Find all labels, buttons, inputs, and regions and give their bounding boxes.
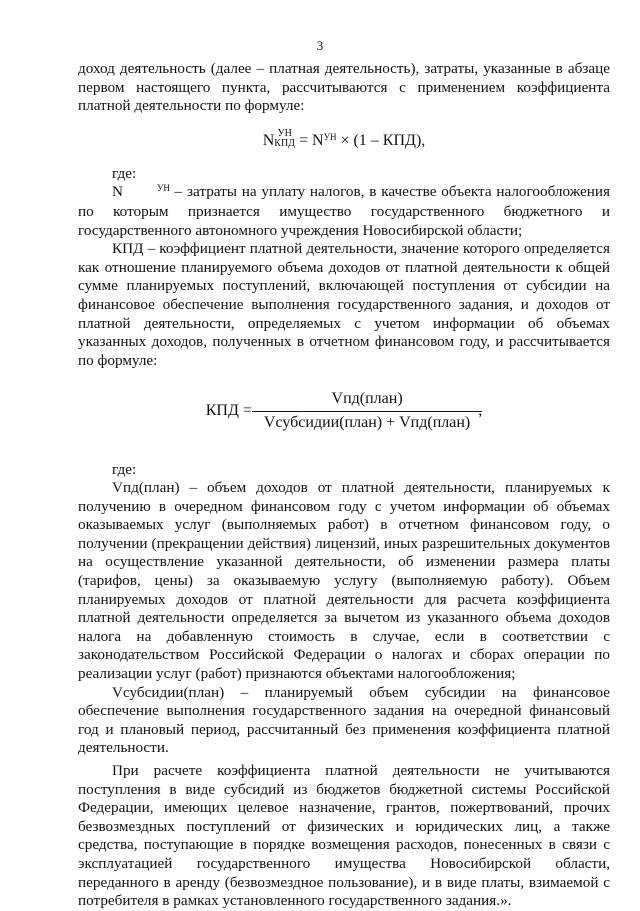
intro-paragraph: доход деятельность (далее – платная деятельность), затраты, указанные в абзаце первом настоящего пункта, рассчитываются с применением коэффициента платной деятельности по формуле: [78,60,610,115]
formula2-lhs: КПД = [205,402,252,420]
definition-vsub: Vсубсидии(план) – планируемый объем субсидии на финансовое обеспечение выполнения государственного задания на очередной финансовый год и плановый период, рассчитанный без применения коэффициента платной деятельности. [78,683,610,757]
tax-formula [78,130,610,153]
def-n-text: – затраты на уплату налогов, в качестве объекта налогообложения по которым признается имущество государственного бюджетного и государственного автономного учреждения Новосибирской области; [78,183,610,239]
definition-n [78,183,610,240]
formula1-lhs-sup: УН [277,128,292,140]
where-label-2: где: [112,460,137,478]
final-paragraph: При расчете коэффициента платной деятельности не учитываются поступления в виде субсидий из бюджетов бюджетной системы Российской Федерации, имеющих целевое назначение, грантов, пожертвований, прочих безвозмездных поступлений от физических и юридических лиц, а также средства, поступающие в порядке возмещения расходов, понесенных в связи с эксплуатацией государственного имущества Новосибирской области, переданного в аренду (безвозмездное пользование), и в виде платы, взимаемой с потребителя в рамках установленного государственного задания.». [78,762,610,910]
formula1-lhs-base: N [262,131,275,149]
formula2-fraction [258,390,476,432]
formula1-rhs-tail: × (1 – КПД), [340,131,426,149]
def-n-symbol: N [112,183,123,201]
formula1-rhs: = N [299,131,324,149]
where-label-1: где: [112,164,137,182]
document-body [78,60,610,911]
definition-kpd: КПД – коэффициент платной деятельности, значение которого определяется как отношение планируемого объема доходов от платной деятельности к общей сумме планируемых поступлений, включающей поступления от субсидии на финансовое обеспечение выполнения государственного задания, и доходов от платной деятельности, определяемых с учетом информации об объемах указанных доходов, полученных в отчетном финансовом году, и рассчитывается по формуле: [78,240,610,369]
page-number: 3 [316,38,324,53]
formula2-numerator: Vпд(план) [252,390,482,412]
formula1-lhs-sub: КПД [274,138,295,150]
formula2-denominator: Vсубсидии(план) + Vпд(план) [263,413,471,431]
kpd-formula [78,390,610,432]
def-n-sup: УН [156,183,170,194]
formula1-rhs-sup: УН [323,131,337,142]
formula2-tail: , [478,402,483,420]
definition-vpd: Vпд(план) – объем доходов от платной деятельности, планируемых к получению в очередном финансовом году с учетом информации об объемах оказываемых услуг (выполняемых работ) в отчетном финансовом году, о получении (прекращении действия) лицензий, иных разрешительных документов на осуществление указанной деятельности, об изменении размера платы (тарифов, цены) за оказываемую услугу (выполняемую работу). Объем планируемых доходов от платной деятельности для расчета коэффициента платной деятельности определяется за вычетом из указанного объема доходов налога на добавленную стоимость в случае, если в соответствии с законодательством Российской Федерации о налогах и сборах операции по реализации услуг (работ) признаются объектами налогообложения; [78,479,610,683]
